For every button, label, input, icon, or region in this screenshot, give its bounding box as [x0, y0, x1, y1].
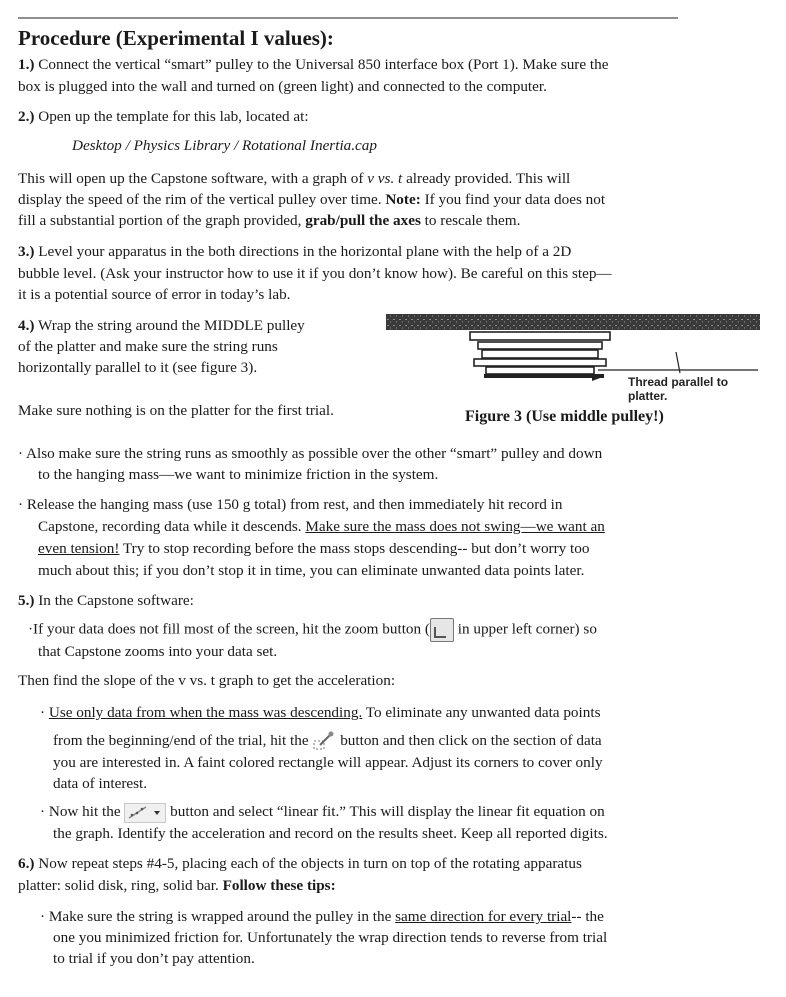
step4-line4: Make sure nothing is on the platter for the first trial. [18, 402, 334, 419]
select-bullet-line4: data of interest. [53, 775, 148, 792]
step2-line1: 2.) Open up the template for this lab, located at: [18, 108, 309, 125]
fit-bullet-line2: the graph. Identify the acceleration and record on the results sheet. Keep all reported digits. [53, 825, 608, 842]
step5-line1: 5.) In the Capstone software: [18, 592, 194, 609]
step6-line2: platter: solid disk, ring, solid bar. Follow these tips: [18, 877, 336, 894]
bullet-release-line4: much about this; if you don’t stop it in time, you can eliminate unwanted data points later. [38, 562, 585, 579]
curve-fit-tool-icon [124, 803, 166, 823]
select-bullet-line3: you are interested in. A faint colored rectangle will appear. Adjust its corners to cover only [53, 754, 603, 771]
step6-line1: 6.) Now repeat steps #4-5, placing each of the objects in turn on top of the rotating apparatus [18, 855, 582, 872]
step2-para-line1: This will open up the Capstone software, with a graph of v vs. t already provided. This will [18, 170, 571, 187]
bullet-smooth-line1: · Also make sure the string runs as smoothly as possible over the other “smart” pulley and down [18, 445, 603, 462]
step1-line2: box is plugged into the wall and turned on (green light) and connected to the computer. [18, 78, 547, 95]
step4-line3: horizontally parallel to it (see figure 3). [18, 359, 258, 376]
base-bar [484, 374, 604, 378]
step3-line3: it is a potential source of error in today’s lab. [18, 286, 291, 303]
zoom-button-icon [430, 618, 454, 642]
top-rule [18, 17, 678, 19]
step3-line2: bubble level. (Ask your instructor how to use it if you don’t know how). Be careful on this step— [18, 265, 612, 282]
data-selection-tool-icon [312, 731, 336, 753]
step5-then: Then find the slope of the v vs. t graph to get the acceleration: [18, 672, 396, 689]
thread-label-1: Thread parallel to [628, 375, 729, 389]
platter-top [386, 314, 760, 330]
tip-bullet-line2: one you minimized friction for. Unfortunately the wrap direction tends to reverse from trial [53, 929, 608, 946]
bullet-release-line3: even tension! Try to stop recording before the mass stops descending-- but don’t worry too [38, 540, 590, 557]
select-bullet-line1: · Use only data from when the mass was descending. To eliminate any unwanted data points [40, 704, 601, 721]
pulley-stack [470, 332, 610, 376]
tip-bullet-line1: · Make sure the string is wrapped around the pulley in the same direction for every trial-- the [40, 908, 604, 925]
template-path: Desktop / Physics Library / Rotational Inertia.cap [72, 137, 377, 154]
step4-line1: 4.) Wrap the string around the MIDDLE pulley [18, 317, 305, 334]
fit-bullet-line1: · Now hit the button and select “linear fit.” This will display the linear fit equation on [40, 801, 605, 823]
step3-line1: 3.) Level your apparatus in the both directions in the horizontal plane with the help of a 2D [18, 243, 572, 260]
zoom-bullet-line1: ·If your data does not fill most of the screen, hit the zoom button ( in upper left corner) so [28, 618, 597, 642]
step2-para-line2: display the speed of the rim of the vertical pulley over time. Note: If you find your data does not [18, 191, 606, 208]
select-bullet-line2: from the beginning/end of the trial, hit the button and then click on the section of data [53, 730, 602, 753]
step1-line1: 1.) Connect the vertical “smart” pulley to the Universal 850 interface box (Port 1). Make sure the [18, 56, 609, 73]
bullet-smooth-line2: to the hanging mass—we want to minimize friction in the system. [38, 466, 439, 483]
zoom-bullet-line2: that Capstone zooms into your data set. [38, 643, 278, 660]
page-heading: Procedure (Experimental I values): [18, 26, 334, 50]
bullet-release-line2: Capstone, recording data while it descends. Make sure the mass does not swing—we want an [38, 518, 605, 535]
tip-bullet-line3: to trial if you don’t pay attention. [53, 950, 255, 967]
thread-label-2: platter. [628, 389, 668, 403]
figure-3-caption: Figure 3 (Use middle pulley!) [465, 408, 664, 425]
bullet-release-line1: · Release the hanging mass (use 150 g total) from rest, and then immediately hit record in [18, 496, 563, 513]
step2-para-line3: fill a substantial portion of the graph provided, grab/pull the axes to rescale them. [18, 212, 521, 229]
step4-line2: of the platter and make sure the string runs [18, 338, 278, 355]
figure-3-diagram [386, 312, 762, 408]
